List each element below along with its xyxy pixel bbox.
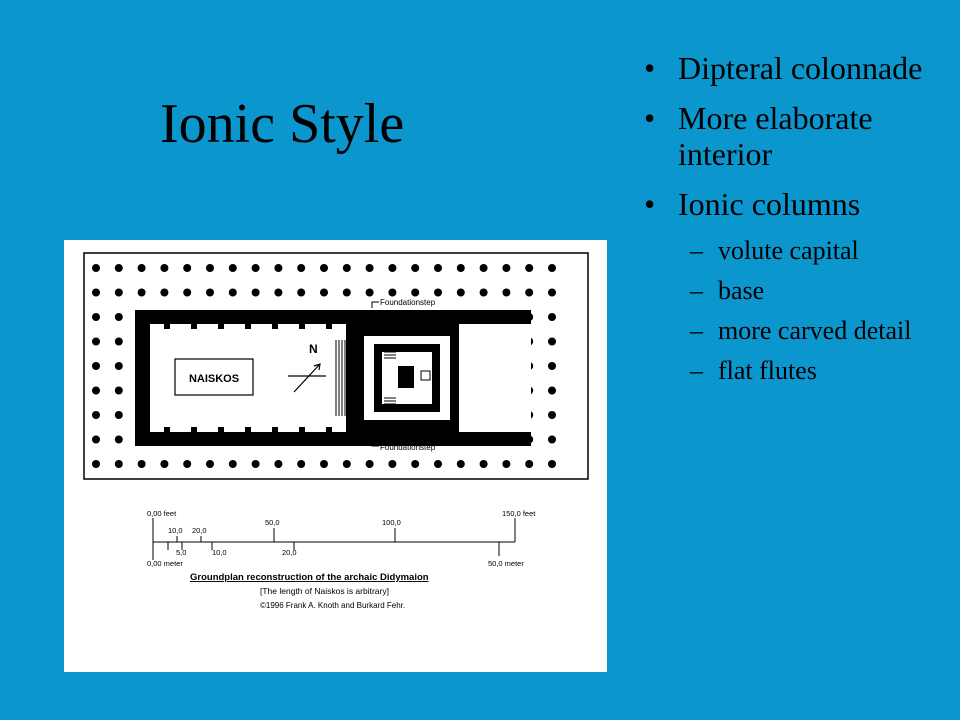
- column-dot: [457, 289, 465, 297]
- column-dot: [548, 338, 556, 346]
- slide-title: Ionic Style: [160, 93, 405, 155]
- column-dot: [320, 289, 328, 297]
- column-dot: [115, 289, 123, 297]
- column-dot: [115, 387, 123, 395]
- pilaster: [326, 324, 332, 329]
- column-dot: [92, 313, 100, 321]
- column-dot: [252, 460, 260, 468]
- column-dot: [206, 264, 214, 272]
- scale-meter-end: 50,0 meter: [488, 559, 524, 568]
- naiskos-label: NAISKOS: [188, 373, 240, 385]
- north-label: N: [309, 342, 318, 356]
- pilaster: [299, 427, 305, 432]
- column-dot: [252, 264, 260, 272]
- column-dot: [457, 264, 465, 272]
- column-dot: [411, 289, 419, 297]
- column-dot: [206, 460, 214, 468]
- column-dot: [343, 460, 351, 468]
- pilaster: [218, 427, 224, 432]
- plan-copyright: ©1996 Frank A. Knoth and Burkard Fehr.: [260, 601, 406, 610]
- column-dot: [366, 289, 374, 297]
- column-dot: [548, 460, 556, 468]
- column-dot: [115, 362, 123, 370]
- column-dot: [229, 264, 237, 272]
- column-dot: [525, 289, 533, 297]
- column-dot: [160, 460, 168, 468]
- column-dot: [115, 264, 123, 272]
- column-dot: [434, 460, 442, 468]
- column-dot: [548, 313, 556, 321]
- column-dot: [388, 264, 396, 272]
- bullet-item: • Dipteral colonnade: [640, 50, 950, 86]
- column-dot: [274, 289, 282, 297]
- pilaster: [191, 324, 197, 329]
- column-dot: [548, 436, 556, 444]
- foundation-top-label: Foundationstep: [380, 298, 436, 307]
- column-dot: [229, 289, 237, 297]
- column-dot: [92, 338, 100, 346]
- sub-bullet-item: – more carved detail: [640, 316, 950, 346]
- scale-meter-tick-3: 20,0: [282, 548, 297, 557]
- column-dot: [343, 264, 351, 272]
- column-dot: [411, 264, 419, 272]
- column-dot: [229, 460, 237, 468]
- pilaster: [272, 427, 278, 432]
- bullet-list: [640, 50, 950, 396]
- sub-bullet-item: – flat flutes: [640, 356, 950, 386]
- column-dot: [548, 387, 556, 395]
- scale-feet-tick-2: 20,0: [192, 526, 207, 535]
- column-dot: [366, 264, 374, 272]
- column-dot: [138, 289, 146, 297]
- scale-meter-tick-2: 10,0: [212, 548, 227, 557]
- sub-bullet-item: – volute capital: [640, 236, 950, 266]
- column-dot: [434, 289, 442, 297]
- pilaster: [218, 324, 224, 329]
- column-dot: [183, 289, 191, 297]
- column-dot: [525, 460, 533, 468]
- scale-feet-tick-3: 50,0: [265, 518, 280, 527]
- pilaster: [191, 427, 197, 432]
- column-dot: [502, 289, 510, 297]
- column-dot: [548, 411, 556, 419]
- column-dot: [92, 411, 100, 419]
- sub-bullet-item: – base: [640, 276, 950, 306]
- column-dot: [548, 362, 556, 370]
- column-dot: [183, 264, 191, 272]
- column-dot: [502, 264, 510, 272]
- scale-bar: [153, 518, 515, 560]
- column-dot: [366, 460, 374, 468]
- adyton-small-square: [421, 371, 430, 380]
- column-dot: [343, 289, 351, 297]
- scale-feet-start: 0,00 feet: [147, 509, 177, 518]
- column-dot: [92, 460, 100, 468]
- scale-feet-end: 150,0 feet: [502, 509, 536, 518]
- pilaster: [326, 427, 332, 432]
- column-dot: [115, 460, 123, 468]
- pilaster: [164, 324, 170, 329]
- pilaster: [164, 427, 170, 432]
- groundplan-figure: [64, 240, 607, 672]
- pilaster: [245, 427, 251, 432]
- column-dot: [206, 289, 214, 297]
- column-dot: [525, 264, 533, 272]
- column-dot: [457, 460, 465, 468]
- column-dot: [183, 460, 191, 468]
- column-dot: [548, 289, 556, 297]
- column-dot: [92, 387, 100, 395]
- column-dot: [115, 313, 123, 321]
- column-dot: [388, 460, 396, 468]
- column-dot: [548, 264, 556, 272]
- column-dot: [160, 264, 168, 272]
- column-dot: [252, 289, 260, 297]
- scale-feet-tick-4: 100,0: [382, 518, 401, 527]
- column-dot: [138, 264, 146, 272]
- scale-meter-start: 0,00 meter: [147, 559, 183, 568]
- column-dot: [92, 289, 100, 297]
- column-dot: [274, 460, 282, 468]
- bullet-item: • Ionic columns: [640, 186, 950, 222]
- pilaster: [272, 324, 278, 329]
- column-dot: [480, 460, 488, 468]
- column-dot: [297, 289, 305, 297]
- column-dot: [92, 362, 100, 370]
- column-dot: [274, 264, 282, 272]
- foundation-bottom-label: Foundationstep: [380, 443, 436, 452]
- pronaos-space: [459, 324, 531, 432]
- column-dot: [160, 289, 168, 297]
- column-dot: [297, 460, 305, 468]
- adyton-center: [398, 366, 414, 388]
- column-dot: [320, 460, 328, 468]
- plan-caption: Groundplan reconstruction of the archaic Didymaion: [190, 572, 429, 583]
- column-dot: [115, 338, 123, 346]
- column-dot: [115, 436, 123, 444]
- column-dot: [388, 289, 396, 297]
- scale-feet-tick-1: 10,0: [168, 526, 183, 535]
- column-dot: [411, 460, 419, 468]
- column-dot: [297, 264, 305, 272]
- foundation-top-arrow: [372, 302, 379, 308]
- column-dot: [502, 460, 510, 468]
- pilaster: [245, 324, 251, 329]
- column-dot: [480, 264, 488, 272]
- column-dot: [92, 436, 100, 444]
- column-dot: [320, 264, 328, 272]
- column-dot: [138, 460, 146, 468]
- scale-meter-tick-1: 5,0: [176, 548, 187, 557]
- pilaster: [299, 324, 305, 329]
- column-dot: [480, 289, 488, 297]
- bullet-item: • More elaborate interior: [640, 100, 950, 172]
- groundplan-diagram: [64, 240, 607, 672]
- plan-note: [The length of Naiskos is arbitrary]: [260, 586, 389, 596]
- column-dot: [115, 411, 123, 419]
- column-dot: [434, 264, 442, 272]
- column-dot: [92, 264, 100, 272]
